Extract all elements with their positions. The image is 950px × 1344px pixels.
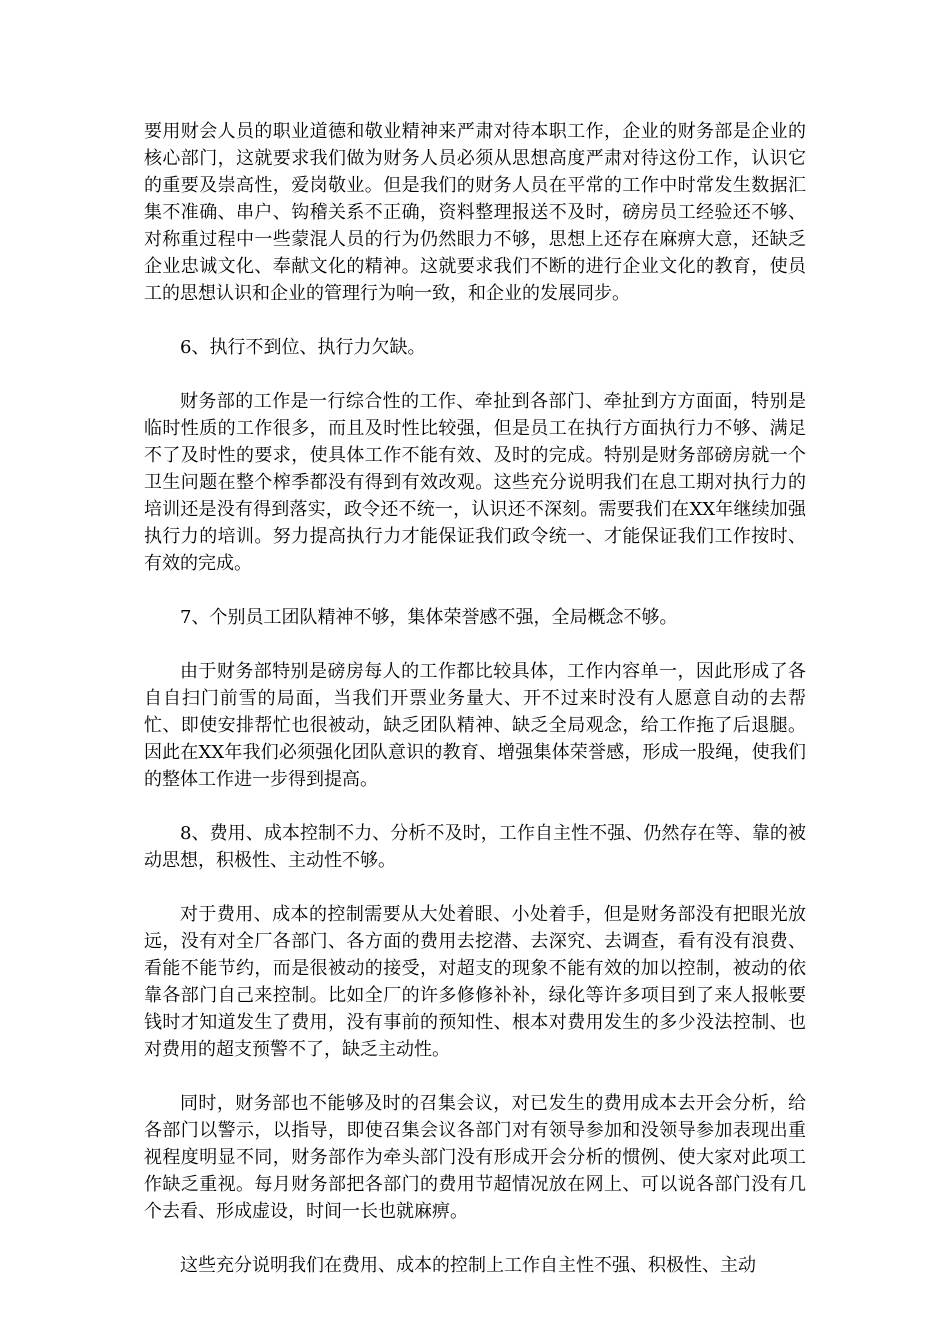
paragraph-meetings: 同时，财务部也不能够及时的召集会议，对已发生的费用成本去开会分析，给各部门以警示，以指导，即使召集会议各部门对有领导参加和没领导参加表现出重视程度明显不同，财务部作为牵头部门没有形成开会分析的惯例、使大家对此项工作缺乏重视。每月财务部把各部门的费用节超情况放在网上、可以说各部门没有几个去看、形成虚设，时间一长也就麻痹。 (144, 1093, 806, 1222)
heading-item-8: 8、费用、成本控制不力、分析不及时，工作自主性不强、仍然存在等、靠的被动思想，积极性、主动性不够。 (144, 823, 806, 871)
heading-item-7: 7、个别员工团队精神不够，集体荣誉感不强，全局概念不够。 (180, 607, 678, 628)
paragraph-culture: 要用财会人员的职业道德和敬业精神来严肃对待本职工作，企业的财务部是企业的核心部门，这就要求我们做为财务人员必须从思想高度严肃对待这份工作，认识它的重要及崇高性，爱岗敬业。但是我们的财务人员在平常的工作中时常发生数据汇集不准确、串户、钩稽关系不正确，资料整理报送不及时，磅房员工经验还不够、对称重过程中一些蒙混人员的行为仍然眼力不够，思想上还存在麻痹大意，还缺乏企业忠诚文化、奉献文化的精神。这就要求我们不断的进行企业文化的教育，使员工的思想认识和企业的管理行为响一致，和企业的发展同步。 (144, 121, 806, 304)
paragraph-conclusion: 这些充分说明我们在费用、成本的控制上工作自主性不强、积极性、主动 (180, 1255, 756, 1276)
paragraph-teamwork: 由于财务部特别是磅房每人的工作都比较具体，工作内容单一，因此形成了各自自扫门前雪的局面，当我们开票业务量大、开不过来时没有人愿意自动的去帮忙、即使安排帮忙也很被动，缺乏团队精神、缺乏全局观念，给工作拖了后退腿。因此在XX年我们必须强化团队意识的教育、增强集体荣誉感，形成一股绳，使我们的整体工作进一步得到提高。 (144, 661, 806, 790)
paragraph-cost-control: 对于费用、成本的控制需要从大处着眼、小处着手，但是财务部没有把眼光放远，没有对全厂各部门、各方面的费用去挖潜、去深究、去调查，看有没有浪费、看能不能节约，而是很被动的接受，对超支的现象不能有效的加以控制，被动的依靠各部门自己来控制。比如全厂的许多修修补补，绿化等许多项目到了来人报帐要钱时才知道发生了费用，没有事前的预知性、根本对费用发生的多少没法控制、也对费用的超支预警不了，缺乏主动性。 (144, 904, 806, 1060)
paragraph-execution: 财务部的工作是一行综合性的工作、牵扯到各部门、牵扯到方方面面，特别是临时性质的工作很多，而且及时性比较强，但是员工在执行方面执行力不够、满足不了及时性的要求，使具体工作不能有效、及时的完成。特别是财务部磅房就一个卫生问题在整个榨季都没有得到有效改观。这些充分说明我们在息工期对执行力的培训还是没有得到落实，政令还不统一，认识还不深刻。需要我们在XX年继续加强执行力的培训。努力提高执行力才能保证我们政令统一、才能保证我们工作按时、有效的完成。 (144, 391, 806, 574)
document-page (144, 118, 806, 1279)
heading-item-6: 6、执行不到位、执行力欠缺。 (180, 337, 426, 358)
